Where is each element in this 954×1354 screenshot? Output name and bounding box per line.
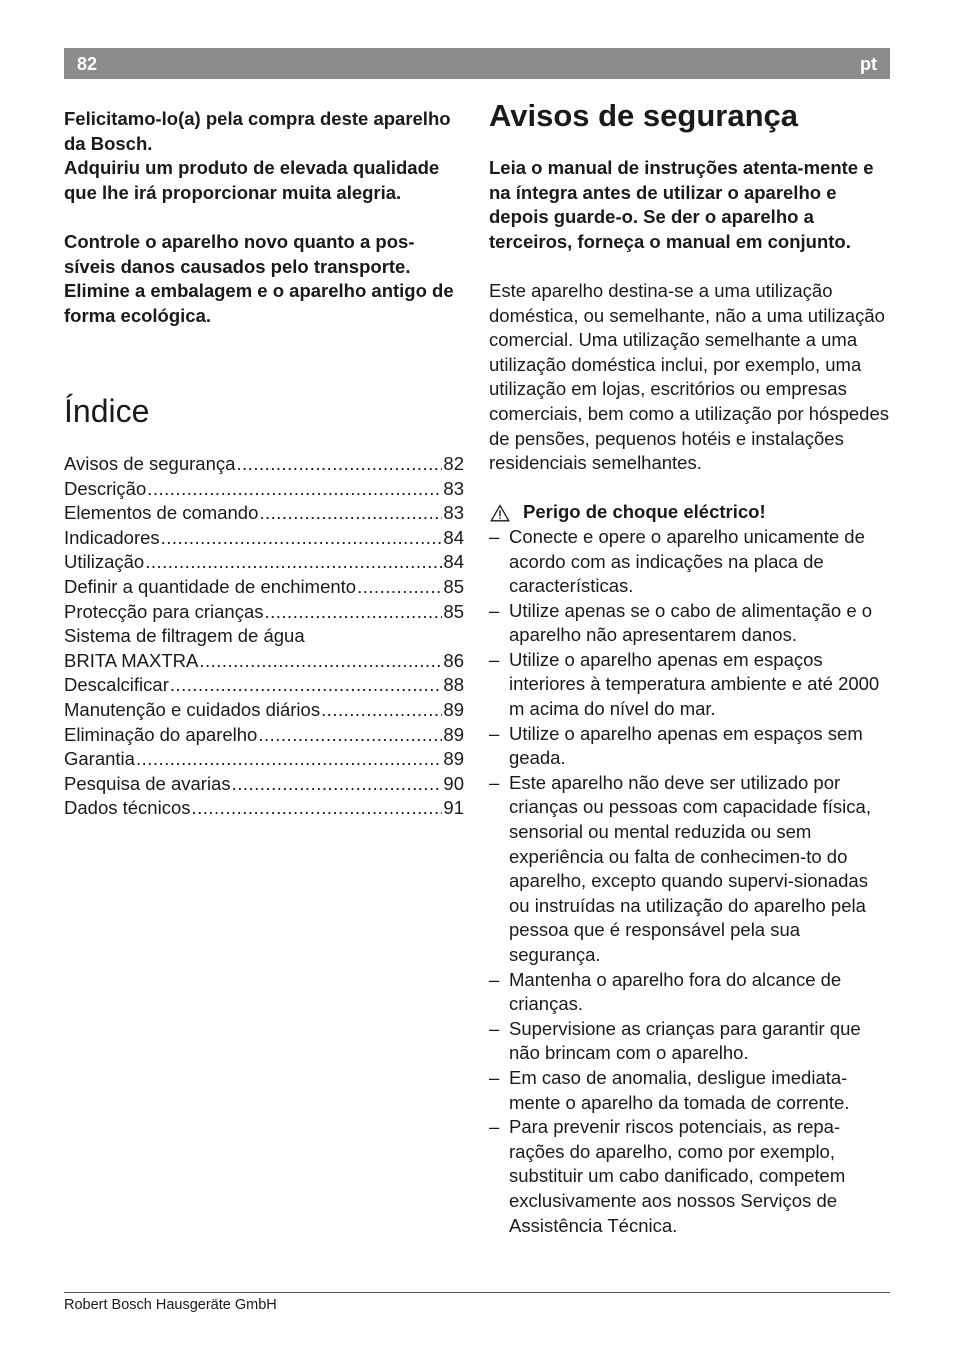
- list-item: [489, 722, 891, 771]
- list-item-text: Este aparelho não deve ser utilizado por crianças ou pessoas com capacidade física, sensorial ou mental reduzida ou sem experiência ou falta de conhecimen-to do aparelho, excepto quando supervi-sionadas ou instruídas na utilização do aparelho pela pessoa que é responsável pela sua segurança.: [509, 771, 871, 965]
- toc-leader-dots: [145, 550, 442, 575]
- list-item: [489, 1017, 891, 1066]
- list-item: [489, 525, 891, 599]
- list-item-text: Conecte e opere o aparelho unicamente de acordo com as indicações na placa de características.: [509, 525, 865, 597]
- dash-bullet: –: [489, 648, 500, 670]
- toc-entry[interactable]: [64, 796, 464, 821]
- index-title: Índice: [64, 393, 150, 429]
- toc-entry[interactable]: [64, 649, 464, 674]
- toc-leader-dots: [199, 649, 442, 674]
- list-item: [489, 1115, 891, 1238]
- language-code: pt: [860, 54, 877, 74]
- electric-shock-warning-title: Perigo de choque eléctrico!: [523, 501, 766, 523]
- toc-entry-title: Avisos de segurança: [64, 453, 236, 474]
- toc-leader-dots: [357, 575, 442, 600]
- toc-entry[interactable]: [64, 698, 464, 723]
- toc-entry-title: Manutenção e cuidados diários: [64, 698, 321, 720]
- toc-entry-page: 83: [443, 477, 464, 499]
- toc-entry-page: 84: [443, 526, 464, 548]
- toc-entry[interactable]: [64, 772, 464, 797]
- toc-entry-title: Pesquisa de avarias: [64, 772, 231, 794]
- list-item: [489, 1066, 891, 1115]
- toc-entry-title: Descrição: [64, 477, 147, 499]
- toc-leader-dots: [161, 526, 443, 551]
- toc-entry-title: Indicadores: [64, 526, 160, 548]
- intro-congratulations: Felicitamo-lo(a) pela compra deste aparelho da Bosch.: [64, 108, 451, 154]
- toc-entry[interactable]: [64, 673, 464, 698]
- toc-entry-page: 89: [443, 748, 464, 770]
- list-item-text: Para prevenir riscos potenciais, as repa-rações do aparelho, como por exemplo, substituir um cabo danificado, competem exclusivamente aos nossos Serviços de Assistência Técnica.: [509, 1116, 846, 1236]
- dash-bullet: –: [489, 771, 500, 793]
- toc-entry-page: 89: [443, 723, 464, 745]
- toc-entry-title: Eliminação do aparelho: [64, 723, 258, 745]
- safety-lead: Leia o manual de instruções atenta-mente e na íntegra antes de utilizar o aparelho e depois guarde-o. Se der o aparelho a terceiros, forneça o manual em conjunto.: [489, 157, 874, 252]
- list-item-text: Utilize apenas se o cabo de alimentação e o aparelho não apresentarem danos.: [509, 599, 873, 646]
- toc-entry-page: 86: [443, 649, 464, 671]
- toc-entry[interactable]: [64, 575, 464, 600]
- toc-entry-title: Descalcificar: [64, 674, 169, 696]
- toc-entry-title: Definir a quantidade de enchimento: [64, 575, 357, 597]
- safety-title: Avisos de segurança: [489, 98, 798, 133]
- list-item-text: Utilize o aparelho apenas em espaços sem geada.: [509, 722, 863, 769]
- toc-entry-title: Utilização: [64, 551, 145, 573]
- toc-entry[interactable]: [64, 723, 464, 748]
- toc-leader-dots: [236, 452, 442, 477]
- left-column: [64, 107, 464, 819]
- list-item: [489, 968, 891, 1017]
- toc-leader-dots: [136, 747, 442, 772]
- footer-company: Robert Bosch Hausgeräte GmbH: [64, 1297, 277, 1313]
- safety-intended-use: Este aparelho destina-se a uma utilização doméstica, ou semelhante, não a uma utilização comercial. Uma utilização semelhante a uma utilização doméstica inclui, por exemplo, uma utilização em lojas, escritórios ou empresas comerciais, bem como a utilização por hóspedes de pensões, pequenos hotéis e instalações residenciais semelhantes.: [489, 279, 889, 474]
- toc-entry-title: BRITA MAXTRA: [64, 649, 199, 671]
- dash-bullet: –: [489, 599, 500, 621]
- toc-entry-page: 89: [443, 698, 464, 720]
- dash-bullet: –: [489, 722, 500, 744]
- dash-bullet: –: [489, 1066, 500, 1088]
- dash-bullet: –: [489, 1017, 500, 1039]
- right-column: [489, 94, 891, 1238]
- list-item-text: Mantenha o aparelho fora do alcance de crianças.: [509, 968, 842, 1015]
- list-item-text: Utilize o aparelho apenas em espaços interiores à temperatura ambiente e até 2000 m acima do nível do mar.: [509, 648, 880, 720]
- toc-entry[interactable]: [64, 550, 464, 575]
- intro-quality: Adquiriu um produto de elevada qualidade que lhe irá proporcionar muita alegria.: [64, 157, 440, 203]
- toc-entry-page: 90: [443, 772, 464, 794]
- toc-entry[interactable]: [64, 477, 464, 502]
- dash-bullet: –: [489, 968, 500, 990]
- toc-entry-page: 85: [443, 575, 464, 597]
- toc-leader-dots: [232, 772, 443, 797]
- toc-entry-page: 85: [443, 600, 464, 622]
- toc-leader-dots: [170, 673, 443, 698]
- table-of-contents: [64, 452, 464, 821]
- intro-check-transport: Controle o aparelho novo quanto a pos-síveis danos causados pelo transporte. Elimine a embalagem e o aparelho antigo de forma ecológica.: [64, 230, 454, 326]
- toc-entry-page: 91: [443, 797, 464, 819]
- dash-bullet: –: [489, 525, 500, 547]
- safety-instructions-list: [489, 525, 891, 1238]
- toc-leader-dots: [258, 723, 442, 748]
- toc-entry-page: 88: [443, 674, 464, 696]
- toc-entry-page: 83: [443, 502, 464, 524]
- electric-shock-warning-heading: [489, 500, 891, 525]
- page-header-bar: [64, 48, 890, 79]
- footer-divider: [64, 1292, 890, 1293]
- list-item-text: Supervisione as crianças para garantir que não brincam com o aparelho.: [509, 1017, 861, 1064]
- toc-entry-title: Protecção para crianças: [64, 600, 264, 622]
- toc-entry-page: 82: [443, 453, 464, 474]
- toc-entry[interactable]: [64, 747, 464, 772]
- toc-entry-title: Dados técnicos: [64, 797, 191, 819]
- list-item-text: Em caso de anomalia, desligue imediata-mente o aparelho da tomada de corrente.: [509, 1066, 850, 1113]
- toc-leader-dots: [259, 501, 442, 526]
- toc-entry[interactable]: [64, 600, 464, 625]
- list-item: [489, 648, 891, 722]
- toc-leader-dots: [265, 600, 443, 625]
- page-number: 82: [77, 54, 98, 74]
- toc-entry-page: 84: [443, 551, 464, 573]
- warning-triangle-icon: [490, 504, 510, 522]
- toc-entry-title: Elementos de comando: [64, 502, 259, 524]
- toc-entry[interactable]: [64, 526, 464, 551]
- toc-entry[interactable]: [64, 501, 464, 526]
- toc-entry-heading[interactable]: Sistema de filtragem de água: [64, 625, 305, 647]
- toc-leader-dots: [191, 796, 442, 821]
- toc-leader-dots: [321, 698, 442, 723]
- toc-entry-title: Garantia: [64, 748, 135, 770]
- toc-entry[interactable]: [64, 452, 464, 477]
- dash-bullet: –: [489, 1116, 500, 1138]
- list-item: [489, 599, 891, 648]
- toc-leader-dots: [147, 477, 442, 502]
- list-item: [489, 771, 891, 968]
